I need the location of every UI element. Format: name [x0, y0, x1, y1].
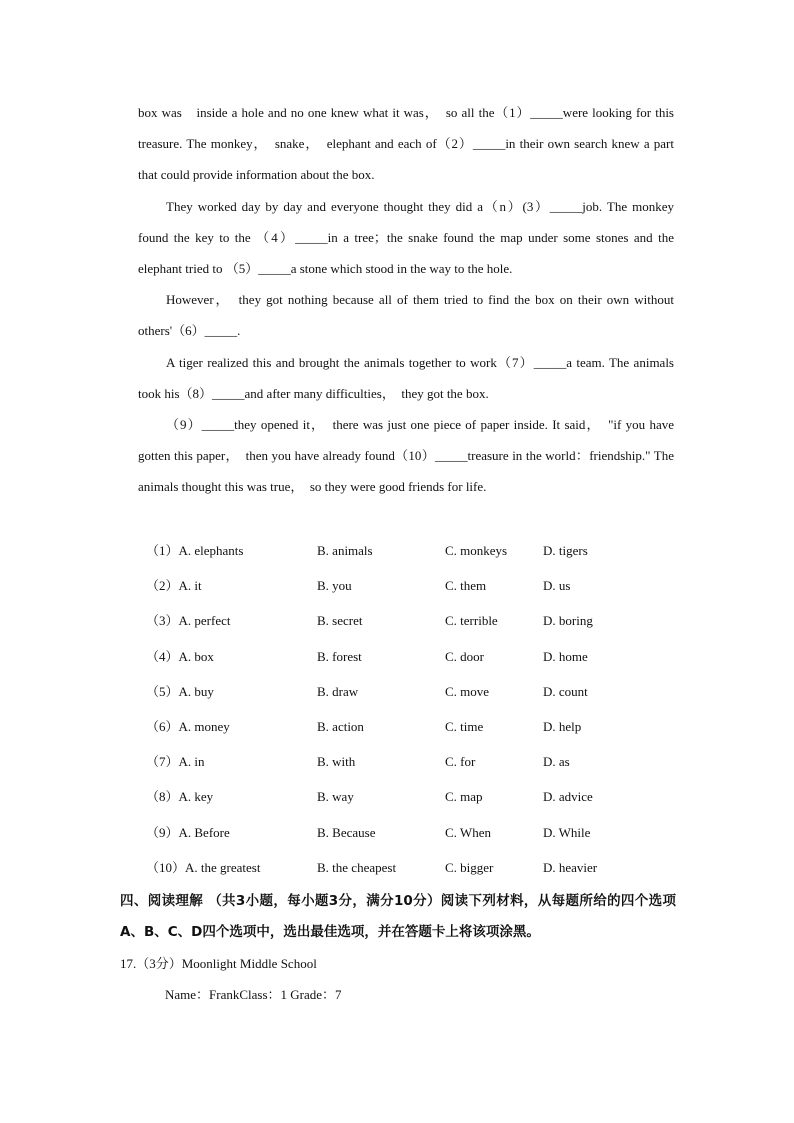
option-row-8 [146, 781, 666, 816]
cloze-passage [138, 97, 688, 503]
option-b: B. animals [317, 543, 373, 558]
option-b: B. way [317, 789, 354, 805]
section-heading-reading: 四、阅读理解 （共3小题，每小题3分，满分10分）阅读下列材料，从每题所给的四个选项A、B、C、D四个选项中，选出最佳选项，并在答题卡上将该项涂黑。 [120, 893, 676, 940]
option-row-5 [146, 676, 666, 711]
option-a: （2）A. it [146, 578, 202, 594]
option-a: （3）A. perfect [146, 613, 231, 629]
option-c: C. map [445, 789, 483, 805]
option-row-10 [146, 852, 666, 887]
question-17-info: Name：FrankClass：1 Grade：7 [165, 987, 342, 1002]
option-d: D. us [543, 578, 571, 594]
option-row-9 [146, 817, 666, 852]
option-b: B. Because [317, 824, 376, 840]
passage-paragraph-4: A tiger realized this and brought the animals together to work（7）_____a team. The animals took his（8）_____and after many difficulties， they got the box. [138, 354, 674, 401]
option-b: B. with [317, 754, 356, 770]
option-a: （6）A. money [146, 718, 230, 734]
option-c: C. When [445, 824, 491, 840]
option-b: B. action [317, 718, 364, 734]
option-row-7 [146, 746, 666, 781]
option-d: D. home [543, 648, 588, 664]
option-d: D. heavier [543, 859, 598, 875]
option-c: C. for [445, 754, 476, 770]
passage-paragraph-2: They worked day by day and everyone thought they did a（n）(3）_____job. The monkey found the key to the （4）_____in a tree；the snake found the map under some stones and the elephant tried to （5）_____a stone which stood in the way to the hole. [138, 198, 688, 277]
option-d: D. advice [543, 789, 593, 805]
option-a: （4）A. box [146, 648, 214, 664]
option-a: （9）A. Before [146, 824, 230, 840]
option-d: D. as [543, 754, 570, 770]
answer-options [146, 535, 666, 887]
option-b: B. secret [317, 613, 363, 629]
passage-paragraph-1: box was inside a hole and no one knew what it was， so all the（1）_____were looking for this treasure. The monkey， snake， elephant and each of（2）_____in their own search knew a part that could provide information about the box. [138, 105, 674, 183]
passage-paragraph-5: （9）_____they opened it， there was just one piece of paper inside. It said， "if you have gotten this paper， then you have already found（10）_____treasure in the world：friendship." The animals thought this was true， so they were good friends for life. [138, 417, 674, 495]
option-d: D. boring [543, 613, 593, 629]
option-d: D. help [543, 718, 582, 734]
option-a: （1）A. elephants [146, 543, 244, 558]
option-c: C. terrible [445, 613, 498, 629]
option-d: D. While [543, 824, 591, 840]
option-c: C. door [445, 648, 484, 664]
option-row-1 [146, 535, 666, 570]
option-b: B. the cheapest [317, 859, 397, 875]
option-a: （10）A. the greatest [146, 859, 261, 875]
option-c: C. them [445, 578, 487, 594]
option-a: （7）A. in [146, 754, 205, 770]
option-row-6 [146, 711, 666, 746]
option-a: （5）A. buy [146, 683, 214, 699]
option-c: C. time [445, 718, 484, 734]
passage-paragraph-3: However， they got nothing because all of them tried to find the box on their own without others'（6）_____. [138, 292, 674, 339]
option-a: （8）A. key [146, 789, 214, 805]
option-row-2 [146, 570, 666, 605]
option-b: B. forest [317, 648, 362, 664]
option-row-4 [146, 641, 666, 676]
option-d: D. tigers [543, 543, 588, 558]
option-b: B. you [317, 578, 352, 594]
option-b: B. draw [317, 683, 359, 699]
option-c: C. bigger [445, 859, 494, 875]
question-17-title: 17.（3分）Moonlight Middle School [120, 956, 317, 971]
option-d: D. count [543, 683, 588, 699]
option-c: C. monkeys [445, 543, 508, 558]
option-row-3 [146, 605, 666, 640]
option-c: C. move [445, 683, 490, 699]
